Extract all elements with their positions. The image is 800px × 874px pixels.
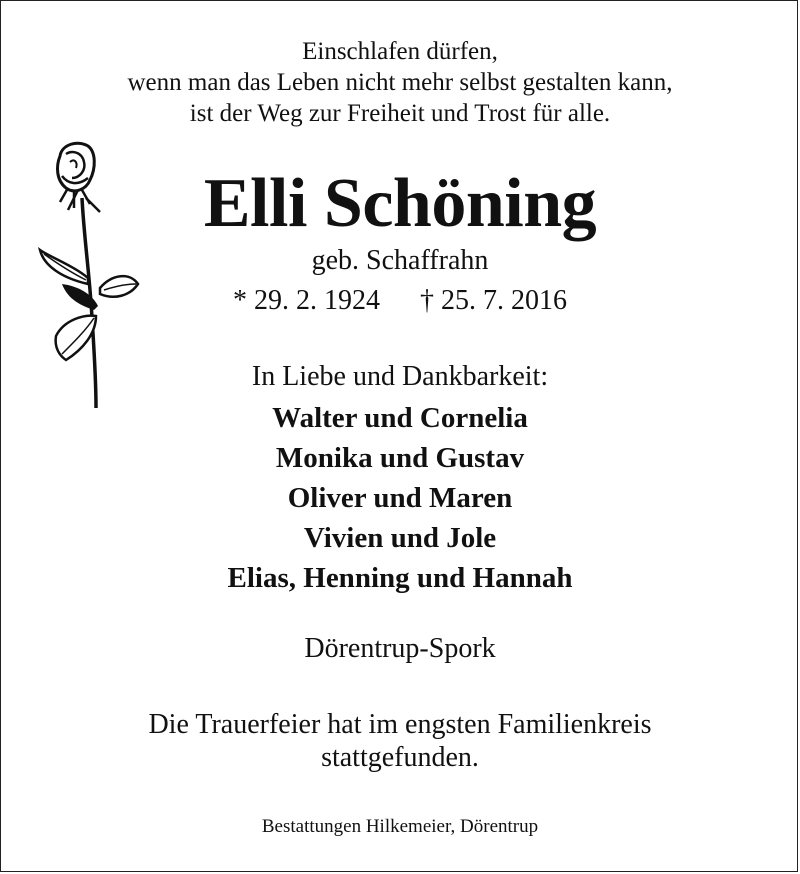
mourner-name: Monika und Gustav <box>275 442 525 474</box>
mourner-name: Elias, Henning und Hannah <box>227 562 573 594</box>
maiden-name: geb. Schaffrahn <box>311 245 489 276</box>
poem-line: ist der Weg zur Freiheit und Trost für alle. <box>189 100 611 127</box>
place: Dörentrup-Spork <box>304 633 496 664</box>
birth-date: * 29. 2. 1924 <box>233 285 380 316</box>
mourner-name: Vivien und Jole <box>303 522 497 554</box>
ceremony-line: stattgefunden. <box>321 742 479 773</box>
poem-line: wenn man das Leben nicht mehr selbst gestalten kann, <box>127 69 673 96</box>
poem-line: Einschlafen dürfen, <box>302 38 498 65</box>
ceremony-note <box>0 708 800 774</box>
ceremony-line: Die Trauerfeier hat im engsten Familienkreis <box>148 709 652 740</box>
poem <box>0 36 800 129</box>
deceased-name: Elli Schöning <box>203 165 597 242</box>
death-date: † 25. 7. 2016 <box>420 285 567 316</box>
mourner-name: Walter und Cornelia <box>272 402 528 434</box>
mourner-name: Oliver und Maren <box>287 482 513 514</box>
life-dates <box>0 284 800 318</box>
thanks-line: In Liebe und Dankbarkeit: <box>251 361 549 392</box>
undertaker: Bestattungen Hilkemeier, Dörentrup <box>261 816 539 837</box>
mourners-list <box>0 398 800 598</box>
